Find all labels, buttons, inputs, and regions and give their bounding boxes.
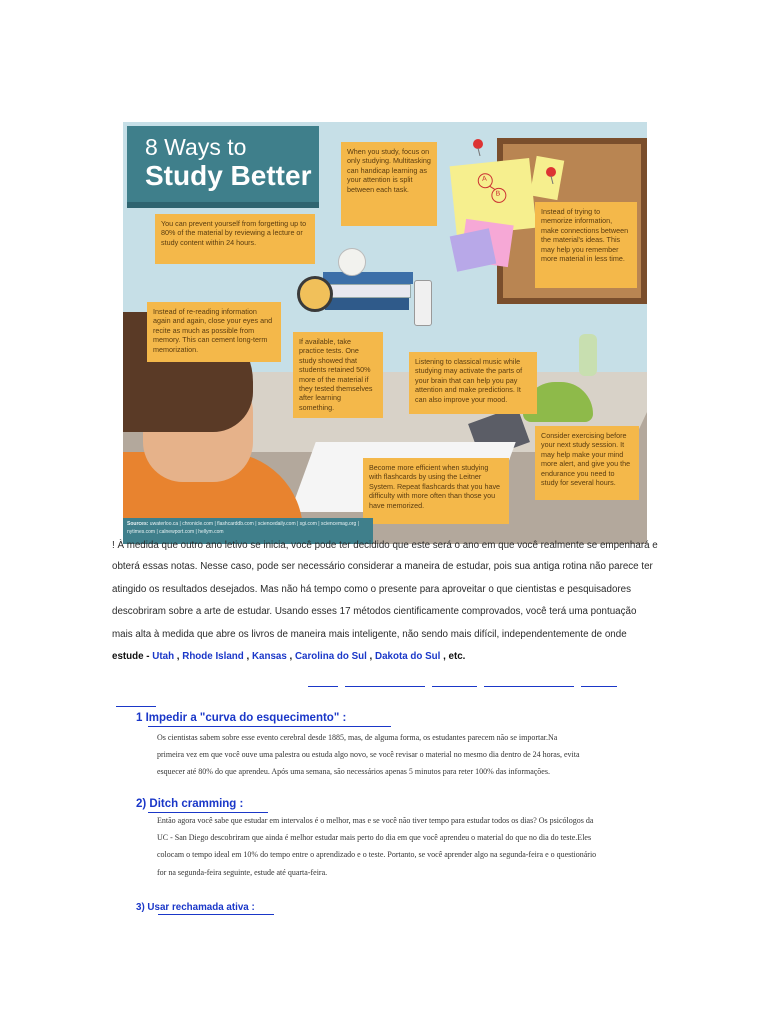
- heading-underline: [158, 914, 274, 915]
- section-body-1: Os cientistas sabem sobre esse evento cerebral desde 1885, mas, de alguma forma, os estudantes parecem não se importar.Na primeira vez em que você ouve uma palestra ou estuda algo novo, se você revisar o material no mesmo dia dentro de 24 horas, evita esquecer até 80% do que aprendeu. Após uma semana, são necessários apenas 5 minutos para reter 100% das informações.: [157, 733, 580, 777]
- section-heading-3: 3) Usar rechamada ativa :: [136, 902, 255, 913]
- music-player-icon: [414, 280, 432, 326]
- state-link-rhode-island[interactable]: Rhode Island: [182, 651, 244, 662]
- pushpin-icon: [468, 136, 488, 156]
- section-heading-1: 1 Impedir a "curva do esquecimento" :: [136, 712, 347, 724]
- state-link-dakota-do-sul[interactable]: Dakota do Sul: [375, 651, 441, 662]
- tip-note-music: Listening to classical music while studying may activate the parts of your brain that can help you pay attention and make predictions. It can also improve your mood.: [409, 352, 537, 414]
- tip-note-focus: When you study, focus on only studying. Multitasking can handicap learning as your attention is split between each task.: [341, 142, 437, 226]
- state-link-kansas[interactable]: Kansas: [251, 651, 287, 662]
- sticky-note: A B: [450, 158, 537, 236]
- link-underline: [116, 706, 156, 707]
- state-link-carolina-do-sul[interactable]: Carolina do Sul: [294, 651, 367, 662]
- link-underline: [484, 686, 574, 687]
- infographic-image: [123, 122, 647, 544]
- tip-note-review: You can prevent yourself from forgetting up to 80% of the material by reviewing a lecture or study content within 24 hours.: [155, 214, 315, 264]
- tip-note-flashcards: Become more efficient when studying with flashcards by using the Leitner System. Repeat flashcards that you have difficulty with more often than those you have memorized.: [363, 458, 509, 524]
- sources-bar: Sources: uwaterloo.ca | chronicle.com | flashcarddb.com | sciencedaily.com | sgi.com | sciencemag.org | nytimes.com | calnewport.com | hellym.com: [123, 518, 373, 544]
- link-underline: [308, 686, 338, 687]
- link-underline: [581, 686, 617, 687]
- section-heading-2: 2) Ditch cramming :: [136, 798, 244, 810]
- alarm-clock-icon: [297, 276, 333, 312]
- baseball-icon: [338, 248, 366, 276]
- states-line: estude - Utah , Rhode Island , Kansas , Carolina do Sul , Dakota do Sul , etc.: [112, 651, 466, 662]
- books-icon: [323, 272, 413, 312]
- link-underline: [432, 686, 477, 687]
- water-bottle-icon: [579, 334, 597, 376]
- heading-underline: [148, 726, 391, 727]
- pushpin-icon: [541, 164, 561, 184]
- link-underline: [345, 686, 425, 687]
- state-link-utah[interactable]: Utah: [152, 651, 175, 662]
- infographic-title: 8 Ways to Study Better: [127, 126, 319, 208]
- tip-note-practice-tests: If available, take practice tests. One study showed that students retained 50% more of the material if they tested themselves after learning something.: [293, 332, 383, 418]
- section-body-2: Então agora você sabe que estudar em intervalos é o melhor, mas e se você não tiver tempo para estudar todos os dias? Os psicólogos da UC - San Diego descobriram que ainda é melhor estudar mais perto do dia em que você aprendeu o material do que no dia do teste.Eles colocam o tempo ideal em 10% do tempo entre o aprendizado e o teste. Portanto, se você aprender algo na segunda-feira e o questionário for na segunda-feira seguinte, estude até quarta-feira.: [157, 816, 597, 877]
- tip-note-recite: Instead of re-reading information again and again, close your eyes and recite as much as possible from memory. This can cement long-term memorization.: [147, 302, 281, 362]
- tip-note-connections: Instead of trying to memorize information, make connections between the material's ideas. This may help you remember more material in less time.: [535, 202, 637, 288]
- tip-note-exercise: Consider exercising before your next study session. It may help make your mind more alert, and give you the endurance you need to study for several hours.: [535, 426, 639, 500]
